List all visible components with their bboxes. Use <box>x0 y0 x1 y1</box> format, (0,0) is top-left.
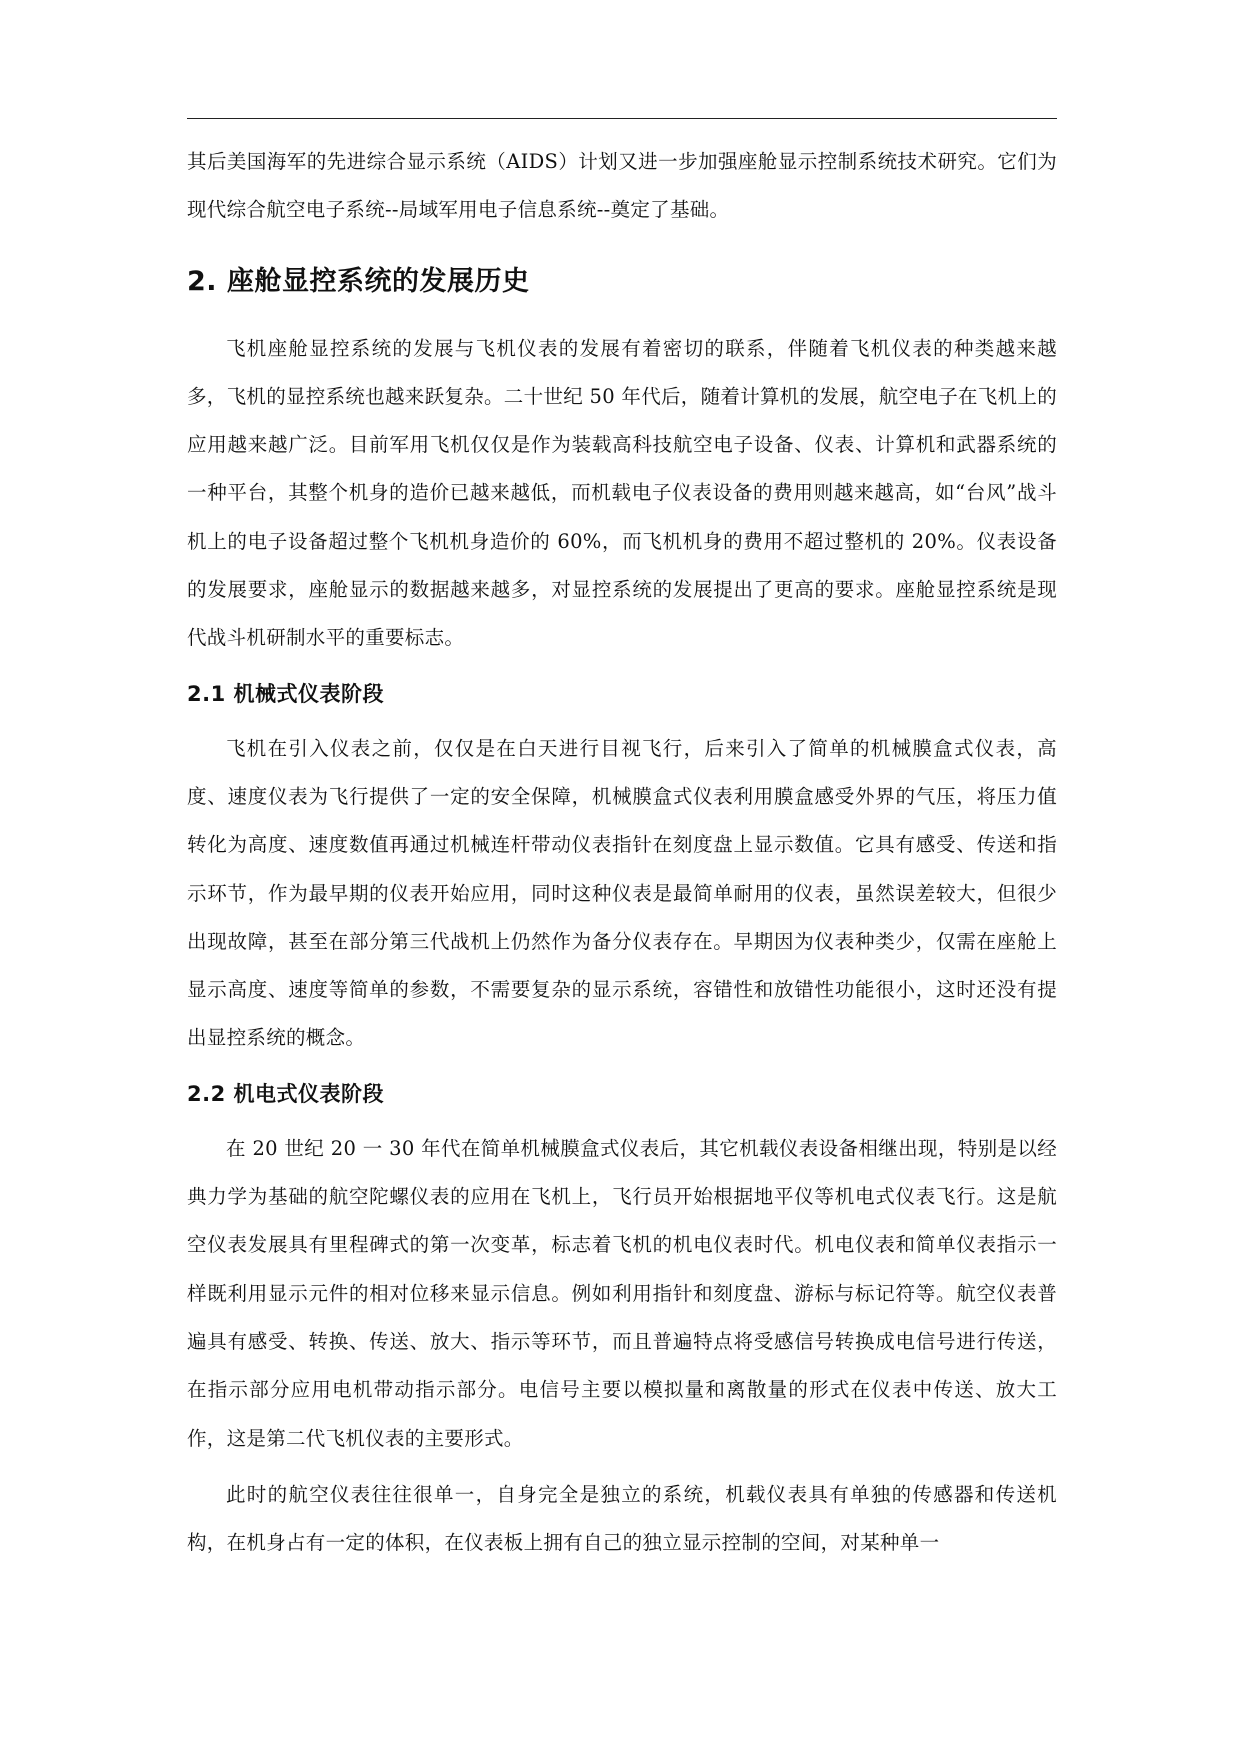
paragraph-gap <box>187 1463 1057 1471</box>
subsection-heading-mechanical: 2.1 机械式仪表阶段 <box>187 681 385 706</box>
header-rule <box>187 118 1057 119</box>
page-content <box>187 138 1057 1567</box>
paragraph-mechanical: 飞机在引入仪表之前，仅仅是在白天进行目视飞行，后来引入了简单的机械膜盒式仪表，高度、速度仪表为飞行提供了一定的安全保障，机械膜盒式仪表利用膜盒感受外界的气压，将压力值转化为高度、速度数值再通过机械连杆带动仪表指针在刻度盘上显示数值。它具有感受、传送和指示环节，作为最早期的仪表开始应用，同时这种仪表是最简单耐用的仪表，虽然误差较大，但很少出现故障，甚至在部分第三代战机上仍然作为备分仪表存在。早期因为仪表种类少，仅需在座舱上显示高度、速度等简单的参数，不需要复杂的显示系统，容错性和放错性功能很小，这时还没有提出显控系统的概念。 <box>187 736 1057 1050</box>
paragraph-history: 飞机座舱显控系统的发展与飞机仪表的发展有着密切的联系，伴随着飞机仪表的种类越来越多，飞机的显控系统也越来跃复杂。二十世纪 50 年代后，随着计算机的发展，航空电子在飞机上的应用越来越广泛。目前军用飞机仅仅是作为装载高科技航空电子设备、仪表、计算机和武器系统的一种平台，其整个机身的造价已越来越低，而机载电子仪表设备的费用则越来越高，如“台风”战斗机上的电子设备超过整个飞机机身造价的 60%，而飞机机身的费用不超过整机的 20%。仪表设备的发展要求，座舱显示的数据越来越多，对显控系统的发展提出了更高的要求。座舱显控系统是现代战斗机研制水平的重要标志。 <box>187 336 1058 650</box>
subsection-heading-electromechanical: 2.2 机电式仪表阶段 <box>187 1081 385 1106</box>
paragraph-electromechanical: 在 20 世纪 20 一 30 年代在简单机械膜盒式仪表后，其它机载仪表设备相继出现，特别是以经典力学为基础的航空陀螺仪表的应用在飞机上，飞行员开始根据地平仪等机电式仪表飞行。这是航空仪表发展具有里程碑式的第一次变革，标志着飞机的机电仪表时代。机电仪表和简单仪表指示一样既利用显示元件的相对位移来显示信息。例如利用指针和刻度盘、游标与标记符等。航空仪表普遍具有感受、转换、传送、放大、指示等环节，而且普遍特点将受感信号转换成电信号进行传送，在指示部分应用电机带动指示部分。电信号主要以模拟量和离散量的形式在仪表中传送、放大工作，这是第二代飞机仪表的主要形式。 <box>187 1136 1057 1450</box>
paragraph-standalone-instruments: 此时的航空仪表往往很单一，自身完全是独立的系统，机载仪表具有单独的传感器和传送机构，在机身占有一定的体积，在仪表板上拥有自己的独立显示控制的空间，对某种单一 <box>187 1482 1057 1555</box>
section-heading: 2. 座舱显控系统的发展历史 <box>187 265 530 297</box>
paragraph-aids: 其后美国海军的先进综合显示系统（AIDS）计划又进一步加强座舱显示控制系统技术研究。它们为现代综合航空电子系统--局域军用电子信息系统--奠定了基础。 <box>187 150 1057 222</box>
